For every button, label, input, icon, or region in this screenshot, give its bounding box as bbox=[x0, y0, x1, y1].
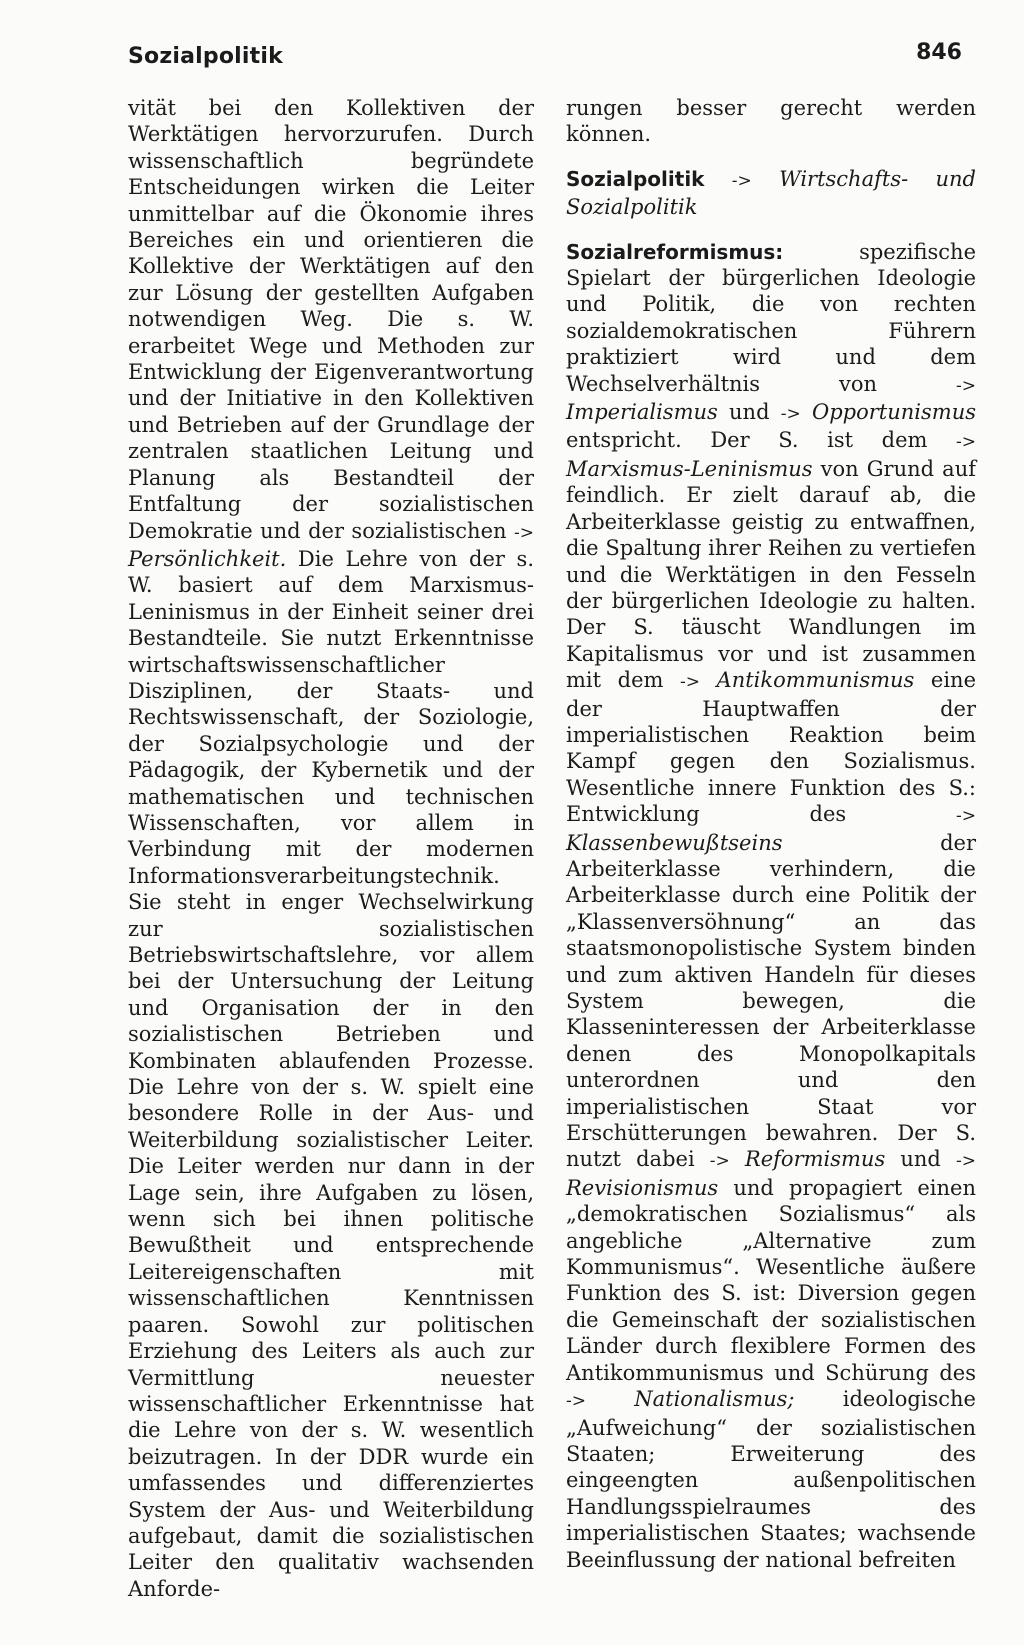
dictionary-entry-sozialreformismus: Sozialreformismus: spezifische Spielart der bürgerlichen Ideologie und Politik, die von rechten sozialdemokratischen Führern praktiziert wird und dem Wechselverhältnis von -> Imperialismus und -> Opportunismus entspricht. Der S. ist dem -> Marxismus-Leninismus von Grund auf feindlich. Er zielt darauf ab, die Arbeiterklasse geistig zu entwaffnen, die Spaltung ihrer Reihen zu vertiefen und die Werktätigen in den Fesseln der bürgerlichen Ideologie zu halten. Der S. täuscht Wandlungen im Kapitalismus vor und ist zusammen mit dem -> Antikommunismus eine der Hauptwaffen der imperialistischen Reaktion beim Kampf gegen den Sozialismus. Wesentliche innere Funktion des S.: Entwicklung des -> Klassenbewußtseins der Arbeiterklasse verhindern, die Arbeiterklasse durch eine Politik der „Klassenversöhnung“ an das staatsmonopolistische System binden und zum aktiven Handeln für dieses System bewegen, die Klasseninteressen der Arbeiterklasse denen des Monopolkapitals unterordnen und den imperialistischen Staat vor Erschütterungen bewahren. Der S. nutzt dabei -> Reformismus und -> Revisionismus und propagiert einen „demokratischen Sozialismus“ als angebliche „Alternative zum Kommunismus“. Wesentliche äußere Funktion des S. ist: Diversion gegen die Gemeinschaft der sozialistischen Länder durch flexiblere Formen des Antikommunismus und Schürung des -> Nationalismus; ideologische „Aufweichung“ der sozialistischen Staaten; Erweiterung des eingeengten außenpolitischen Handlungsspielraumes des imperialistischen Staates; wachsende Beeinflussung der national befreiten bbox=[566, 239, 976, 1572]
cross-reference-arrow: -> bbox=[679, 672, 700, 693]
cross-reference: Opportunismus bbox=[812, 400, 976, 425]
cross-reference: Antikommunismus bbox=[716, 668, 915, 693]
cross-reference: Persönlichkeit. bbox=[128, 546, 287, 571]
right-column bbox=[566, 95, 976, 1573]
cross-reference-arrow: -> bbox=[709, 1151, 730, 1172]
cross-reference-arrow: -> bbox=[956, 375, 976, 396]
cross-reference: Nationalismus; bbox=[634, 1387, 795, 1412]
cross-reference: Reformismus bbox=[744, 1147, 886, 1172]
cross-reference: Imperialismus bbox=[566, 400, 718, 425]
left-column bbox=[128, 95, 534, 1602]
entry-term: Sozialpolitik bbox=[566, 166, 705, 191]
running-head: Sozialpolitik bbox=[128, 44, 283, 69]
cross-reference-arrow: -> bbox=[956, 432, 976, 453]
cross-reference-arrow: -> bbox=[956, 1151, 976, 1172]
cross-reference-arrow: -> bbox=[566, 1391, 586, 1412]
cross-reference-arrow: -> bbox=[956, 806, 976, 827]
page-number: 846 bbox=[916, 40, 962, 65]
cross-reference-arrow: -> bbox=[731, 170, 752, 191]
cross-reference-arrow: -> bbox=[514, 522, 534, 543]
cross-reference-arrow: -> bbox=[780, 404, 801, 425]
cross-reference: Wirtschafts- und Sozialpolitik bbox=[566, 166, 976, 220]
cross-reference: Revisionismus bbox=[566, 1175, 719, 1200]
cross-reference: Klassenbewußtseins bbox=[566, 830, 783, 855]
entry-continuation-text: rungen besser gerecht werden können. bbox=[566, 96, 976, 147]
entry-continuation-text: vität bei den Kollektiven der Werktätigen hervorzurufen. Durch wissenschaftlich begründete Entscheidungen wirken die Leiter unmittelbar auf die Ökonomie ihres Bereiches ein und orientieren die Kollektive der Werktätigen auf den zur Lösung der gestellten Aufgaben notwendigen Weg. Die s. W. erarbeitet Wege und Methoden zur Entwicklung der Eigenverantwortung und der Initiative in den Kollektiven und Betrieben auf der Grundlage der zentralen staatlichen Leitung und Planung als Bestandteil der Entfaltung der sozialistischen Demokratie und der sozialistischen -> Persönlichkeit. Die Lehre von der s. W. basiert auf dem Marxismus-Leninismus in der Einheit seiner drei Bestandteile. Sie nutzt Erkenntnisse wirtschaftswissenschaftlicher Disziplinen, der Staats- und Rechtswissenschaft, der Soziologie, der Sozialpsychologie und der Pädagogik, der Kybernetik und der mathematischen und technischen Wissenschaften, vor allem in Verbindung mit der modernen Informationsverarbeitungstechnik. Sie steht in enger Wechselwirkung zur sozialistischen Betriebswirtschaftslehre, vor allem bei der Untersuchung der Leitung und Organisation der in den sozialistischen Betrieben und Kombinaten ablaufenden Prozesse. Die Lehre von der s. W. spielt eine besondere Rolle in der Aus- und Weiterbildung sozialistischer Leiter. Die Leiter werden nur dann in der Lage sein, ihre Aufgaben zu lösen, wenn sich bei ihnen politische Bewußtheit und entsprechende Leitereigenschaften mit wissenschaftlichen Kenntnissen paaren. Sowohl zur politischen Erziehung des Leiters als auch zur Vermittlung neuester wissenschaftlicher Erkenntnisse hat die Lehre von der s. W. wesentlich beizutragen. In der DDR wurde ein umfassendes und differenziertes System der Aus- und Weiterbildung aufgebaut, damit die sozialistischen Leiter den qualitativ wachsenden Anforde- bbox=[128, 96, 534, 1601]
cross-reference: Marxismus-Leninismus bbox=[566, 456, 813, 481]
entry-term: Sozialreformismus: bbox=[566, 239, 784, 264]
dictionary-entry-sozialpolitik bbox=[566, 166, 976, 221]
